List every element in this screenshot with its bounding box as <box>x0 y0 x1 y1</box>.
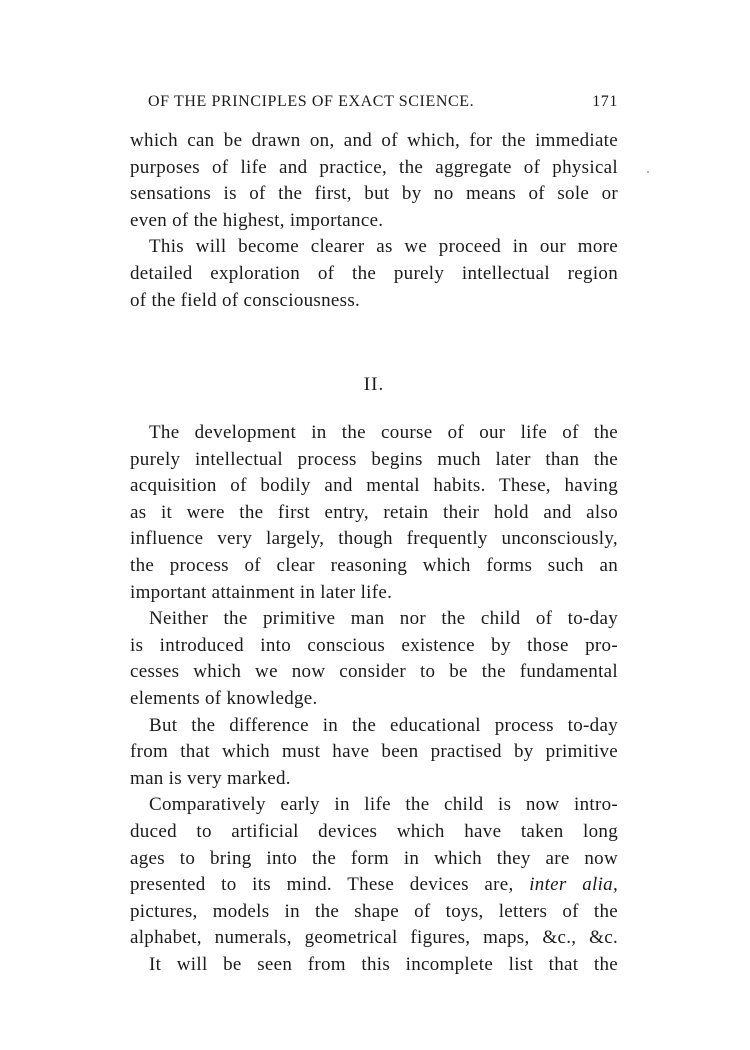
text-line: which can be drawn on, and of which, for the immediate <box>130 130 618 151</box>
text-line: purposes of life and practice, the aggregate of physical <box>130 156 618 178</box>
text-line: man is very marked. <box>130 767 291 789</box>
text-line: even of the highest, importance. <box>130 209 384 231</box>
text-line: It will be seen from this incomplete list that the <box>149 953 618 975</box>
text-line-with-italic <box>130 872 618 899</box>
text-line: The development in the course of our life of the <box>149 422 618 443</box>
text-line: Neither the primitive man nor the child of to-day <box>149 608 618 630</box>
text-line: sensations is of the first, but by no means of sole or <box>130 183 618 205</box>
text-line: the process of clear reasoning which forms such an <box>130 554 618 576</box>
text-line: from that which must have been practised by primitive <box>130 741 618 763</box>
text-line: of the field of consciousness. <box>130 289 361 311</box>
text-line: pictures, models in the shape of toys, letters of the <box>130 900 618 922</box>
running-head <box>148 92 618 112</box>
paper-speck <box>647 171 649 173</box>
text-line: acquisition of bodily and mental habits. These, having <box>130 475 618 497</box>
text-line: purely intellectual process begins much later than the <box>130 448 618 470</box>
text-block-before-section <box>130 128 618 314</box>
text-segment: presented to its mind. These devices are, <box>130 874 514 896</box>
text-line: is introduced into conscious existence by those pro- <box>130 634 618 656</box>
paragraph <box>130 234 618 314</box>
paragraph <box>130 606 618 712</box>
running-title: OF THE PRINCIPLES OF EXACT SCIENCE. <box>148 93 475 110</box>
text-line: But the difference in the educational process to-day <box>149 714 618 736</box>
paragraph <box>130 792 618 952</box>
text-line: important attainment in later life. <box>130 581 393 603</box>
text-line: cesses which we now consider to be the fundamental <box>130 661 618 683</box>
text-line: ages to bring into the form in which they are now <box>130 847 618 869</box>
italic-phrase: inter alia, <box>529 874 619 896</box>
paragraph <box>130 713 618 793</box>
text-line: as it were the first entry, retain their hold and also <box>130 501 618 523</box>
text-line: Comparatively early in life the child is now intro- <box>149 794 618 816</box>
text-line: detailed exploration of the purely intellectual region <box>130 262 618 284</box>
section-number: II. <box>363 374 385 395</box>
text-line: duced to artificial devices which have taken long <box>130 820 618 842</box>
text-line: influence very largely, though frequently unconsciously, <box>130 528 618 550</box>
text-line: This will become clearer as we proceed in our more <box>149 236 618 258</box>
text-block-section-two <box>130 420 618 978</box>
paragraph-continued <box>130 128 618 234</box>
book-page <box>130 0 618 1050</box>
paragraph <box>130 952 618 979</box>
paragraph <box>130 420 618 606</box>
text-line: elements of knowledge. <box>130 687 318 709</box>
page-number: 171 <box>592 93 618 110</box>
text-line: alphabet, numerals, geometrical figures, maps, &c., &c. <box>130 927 618 949</box>
